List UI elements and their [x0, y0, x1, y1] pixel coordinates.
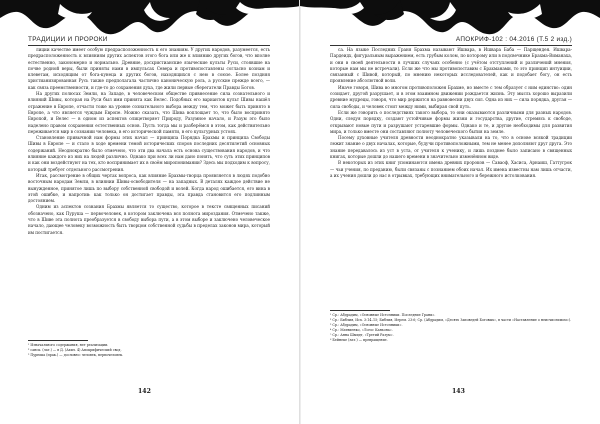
footnote: ¹ Ср.: Абдрадим, «Основные Источники. Последние Грани».	[330, 313, 436, 317]
footnote-rule	[330, 310, 390, 311]
body-text	[28, 47, 270, 337]
footnote: ¹ Изначального содержания, нет реализации.	[28, 343, 109, 347]
footnote: ⁶ Бейнеке (лат.) — превращение.	[330, 338, 388, 342]
header-rule	[330, 45, 572, 46]
paragraph: Если же говорить о последствиях такого выбора, то они оказываются различными для разных народов. Одни, следуя порядку, создают устойчивые формы жизни и государства, другие, стремясь к свободе, открывают новые пути и разрушают устаревшие формы. Однако и те, и другие необходимы для развития мира, и только вместе они составляют полноту человеческого бытия на земле.	[330, 109, 572, 134]
paragraph: Становление привычной нам формы этих начал — принципа Порядка Брахмы и принципа Свободы Шивы в Европе — и стало в ходе времени темой исторических споров последних десятилетий основных содержаний. Неоднократно было отмечено, что эти два начала есть основа существования народов, и что влияние каждого из них на людей различно. Однако при всех ли нам дано понять, что суть этих принципов и как они воздействуют на тех, кто воспринимает их в своём миропонимании? Здесь мы подходим к вопросу, который требует отдельного рассмотрения.	[28, 135, 270, 172]
right-page	[300, 0, 600, 424]
page-number: 143	[452, 388, 465, 395]
running-head: ТРАДИЦИИ И ПРОРОКИ	[28, 36, 108, 43]
paragraph: Одним из аспектов сознания Брахмы является то существо, которое в тексте священных писаний обозначено, как Пуруша — первочеловек, в котором заключена вся полнота мироздания. Отмечено также, что в Шиве эта полнота преобразуется в свободу выбора пути, а в этом выборе и заключено человеческое начало, дающее человеку возможность быть творцом собственной судьбы в пределах законов мира, который им постигается.	[28, 204, 270, 235]
footnote: ³ Ср.: Абдрадим, «Основные Источники».	[330, 323, 403, 327]
footnote: ⁴ Ср.: Матвиенко, «Логос Каньона».	[330, 328, 393, 332]
footnote: ² санск. (лат.) — в Д. (Ахил. 4) Апокрифический свод.	[28, 348, 122, 352]
paragraph: са. На языке Последних Граня Брахма называют Ишвара, в Ишвара Баба — Парщендея. Ишвара-Пардеидх, фигуральным выражением, есть грубым колом, по которому или в подсвечнике Брахма-Виманаха, и они в своей деятельности в лучших случаях особенно (с учётом отступлений и различений мнения, которые нам мы не встречали). Если же что мы противопоставим с Брахманами, то это принцип интуиции, связанный с Шивой, который, по мнению некоторых исследователей, как и подобает богу, он есть проявление абсолютной воли.	[330, 47, 572, 84]
footnotes	[28, 343, 270, 358]
footnote: ³ Пурюша (прак.) — дословно: человек, первочеловек.	[28, 353, 124, 357]
footnote-rule	[28, 340, 88, 341]
footnote: ² Ср.: Библия, Исх. 3:14–15; Библия, Иерем. 23:6; Ср. (Абдрадим, «Десять Заповедей Боговых», в части «Наставление о неисчислимом»).	[330, 318, 572, 322]
paragraph: На других полюсах Земли, на Западе, в человеческом обществе привнесение сила сознательного и влияний Шивы, которая на Руси был ими принята как Велес. Подобных его вариантов культ Шивы нашёл отражение в Европе, отчасти тоже на уровне сознательного выбора между тем, что может быть принято в Европе, а что является чуждым Европе. Можно сказать, что Шива воплощает то, что было воспринято Европой, и Велес — в одном из аспектов олицетворяет Природу, Разумное начало, и Разум это было наделено правом сохранения естественных основ. Пусть тогда мы и разберёмся в этом, как действительно переживается мир в сознании человека, в его исторической памяти, в его культурных устоях.	[28, 91, 270, 134]
body-text	[330, 47, 572, 307]
paragraph: В некоторых из этих книг упоминаются имена древних пророков — Саваоф, Хасиса, Арнаиш, Гаттугрок — чьи учения, по преданию, были связаны с познанием обоих начал. Их имена известны нам лишь отчасти, а их учения дошли до нас в отрывках, требующих внимательного и бережного истолкования.	[330, 160, 572, 178]
header-rule	[28, 45, 270, 46]
footnote: ⁵ Ср.: Анна Шмидт, «Третий Разум».	[330, 333, 394, 337]
page-number: 142	[138, 388, 151, 395]
paragraph: Иначе говоря, Шива во многом противоположен Брахме, но вместе с тем образует с ним единство: один созидает, другой разрушает, и в этом взаимном движении рождается жизнь. Эту мысль хорошо выразили древние мудрецы, говоря, что мир держится на равновесии двух сил. Одна из них — сила порядка, другая — сила свободы, и человек стоит между ними, выбирая свой путь.	[330, 84, 572, 109]
paragraph: Посему духовные учителя древности неоднократно указывали на то, что в основе всякой традиции лежит знание о двух началах, которые, будучи противоположными, тем не менее дополняют друг друга. Это знание передавалось из уст в уста, от учителя к ученику, и лишь позднее было записано в священных книгах, которые дошли до нашего времени в значительно изменённом виде.	[330, 135, 572, 160]
paragraph: лиции качестве имеет особую предрасположенность к его знаниям. У других народов, разумеется, есть предрасположенность к влияниям других аспектов этого бога или же к влиянию других богов, что вполне естественно, закономерно и нормально. Древние, досхристианские языческие культы Руси, стоявшие на почве родной веры, были приняты нами в импульсах Севера и противопоставлены согласно кознам и клеветам, исходящим от бога-кунеца и других богов, находящихся с нею в союзе. Более поздняя христианизированная Русь также предполагала частично каноническую роль, а русские прежде всего, — как связь преемственности, и где-то до сохранения духа, где жили первые сберегатели Правды Богов.	[28, 47, 270, 90]
footnotes	[330, 313, 572, 343]
paragraph: Итак, рассмотрение в общих чертах вопроса, как влияние Брахмы-творца проявляется в людях подобно восточным народам Земли, в влиянии Шивы-освободителя — на западных. В деталях каждое действие не вынужденное, принятое лишь по выбору собственной свободой и волей. Когда народ ошибается, его вина в этой ошибке, и напротив: как только он достигает правды, эта правда становится его подлинным достоянием.	[28, 172, 270, 204]
running-head: АПОКРИФ-102 : 04.2016 (Т.5 2 изд.)	[455, 36, 572, 43]
